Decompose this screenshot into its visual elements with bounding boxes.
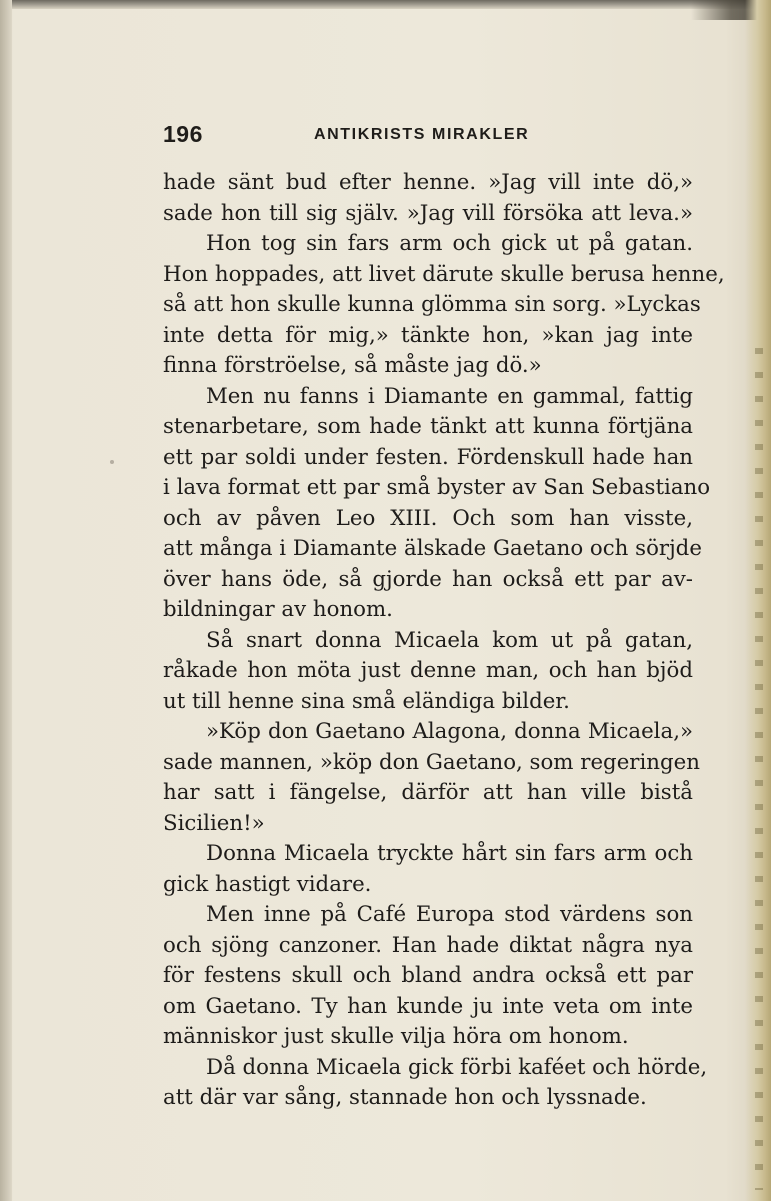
text-line: Hon tog sin fars arm och gick ut på gatan. bbox=[206, 231, 693, 256]
page-number: 196 bbox=[163, 121, 203, 147]
page-header bbox=[163, 121, 693, 151]
text-line: att där var sång, stannade hon och lyssnade. bbox=[163, 1085, 647, 1110]
text-line: har satt i fängelse, därför att han ville bistå bbox=[163, 780, 693, 805]
body-text bbox=[163, 168, 725, 1114]
page-top-edge bbox=[0, 0, 771, 9]
text-line: om Gaetano. Ty han kunde ju inte veta om inte bbox=[163, 993, 693, 1019]
text-line: inte detta för mig,» tänkte hon, »kan jag inte bbox=[163, 322, 693, 348]
text-line: och av påven Leo XIII. Och som han visste, bbox=[163, 505, 693, 531]
page-binding-marks bbox=[755, 330, 763, 1190]
text-line: och sjöng canzoner. Han hade diktat några nya bbox=[163, 932, 693, 958]
text-line: Så snart donna Micaela kom ut på gatan, bbox=[206, 627, 693, 653]
text-line: för festens skull och bland andra också ett par bbox=[163, 963, 693, 988]
text-line: Men inne på Café Europa stod värdens son bbox=[206, 902, 693, 927]
page-smudge bbox=[110, 460, 114, 464]
text-line: sade hon till sig själv. »Jag vill försöka att leva.» bbox=[163, 200, 693, 226]
page-left-edge bbox=[0, 0, 12, 1201]
text-line: ett par soldi under festen. Fördenskull hade han bbox=[163, 444, 693, 470]
text-line: över hans öde, så gjorde han också ett par av- bbox=[163, 566, 693, 592]
text-line: råkade hon möta just denne man, och han bjöd bbox=[163, 658, 693, 683]
text-line: i lava format ett par små byster av San Sebastiano bbox=[163, 475, 711, 500]
text-line: ut till henne sina små eländiga bilder. bbox=[163, 688, 570, 714]
text-line: Donna Micaela tryckte hårt sin fars arm och bbox=[206, 841, 693, 866]
text-line: Men nu fanns i Diamante en gammal, fattig bbox=[206, 383, 693, 409]
text-line: finna förströelse, så måste jag dö.» bbox=[163, 353, 542, 378]
running-title: ANTIKRISTS MIRAKLER bbox=[314, 126, 530, 143]
text-line: gick hastigt vidare. bbox=[163, 871, 372, 897]
text-line: människor just skulle vilja höra om honom. bbox=[163, 1024, 629, 1049]
text-line: hade sänt bud efter henne. »Jag vill inte dö,» bbox=[163, 170, 693, 195]
text-line: stenarbetare, som hade tänkt att kunna förtjäna bbox=[163, 414, 693, 439]
text-line: Då donna Micaela gick förbi kaféet och hörde, bbox=[206, 1054, 708, 1080]
text-line: bildningar av honom. bbox=[163, 597, 393, 622]
text-line: att många i Diamante älskade Gaetano och sörjde bbox=[163, 536, 702, 561]
text-line: Hon hoppades, att livet därute skulle berusa henne, bbox=[163, 261, 725, 287]
text-line: Sicilien!» bbox=[163, 810, 265, 836]
text-line: så att hon skulle kunna glömma sin sorg. »Lyckas bbox=[163, 292, 701, 317]
text-line: sade mannen, »köp don Gaetano, som regeringen bbox=[163, 749, 700, 775]
text-line: »Köp don Gaetano Alagona, donna Micaela,» bbox=[206, 719, 693, 744]
